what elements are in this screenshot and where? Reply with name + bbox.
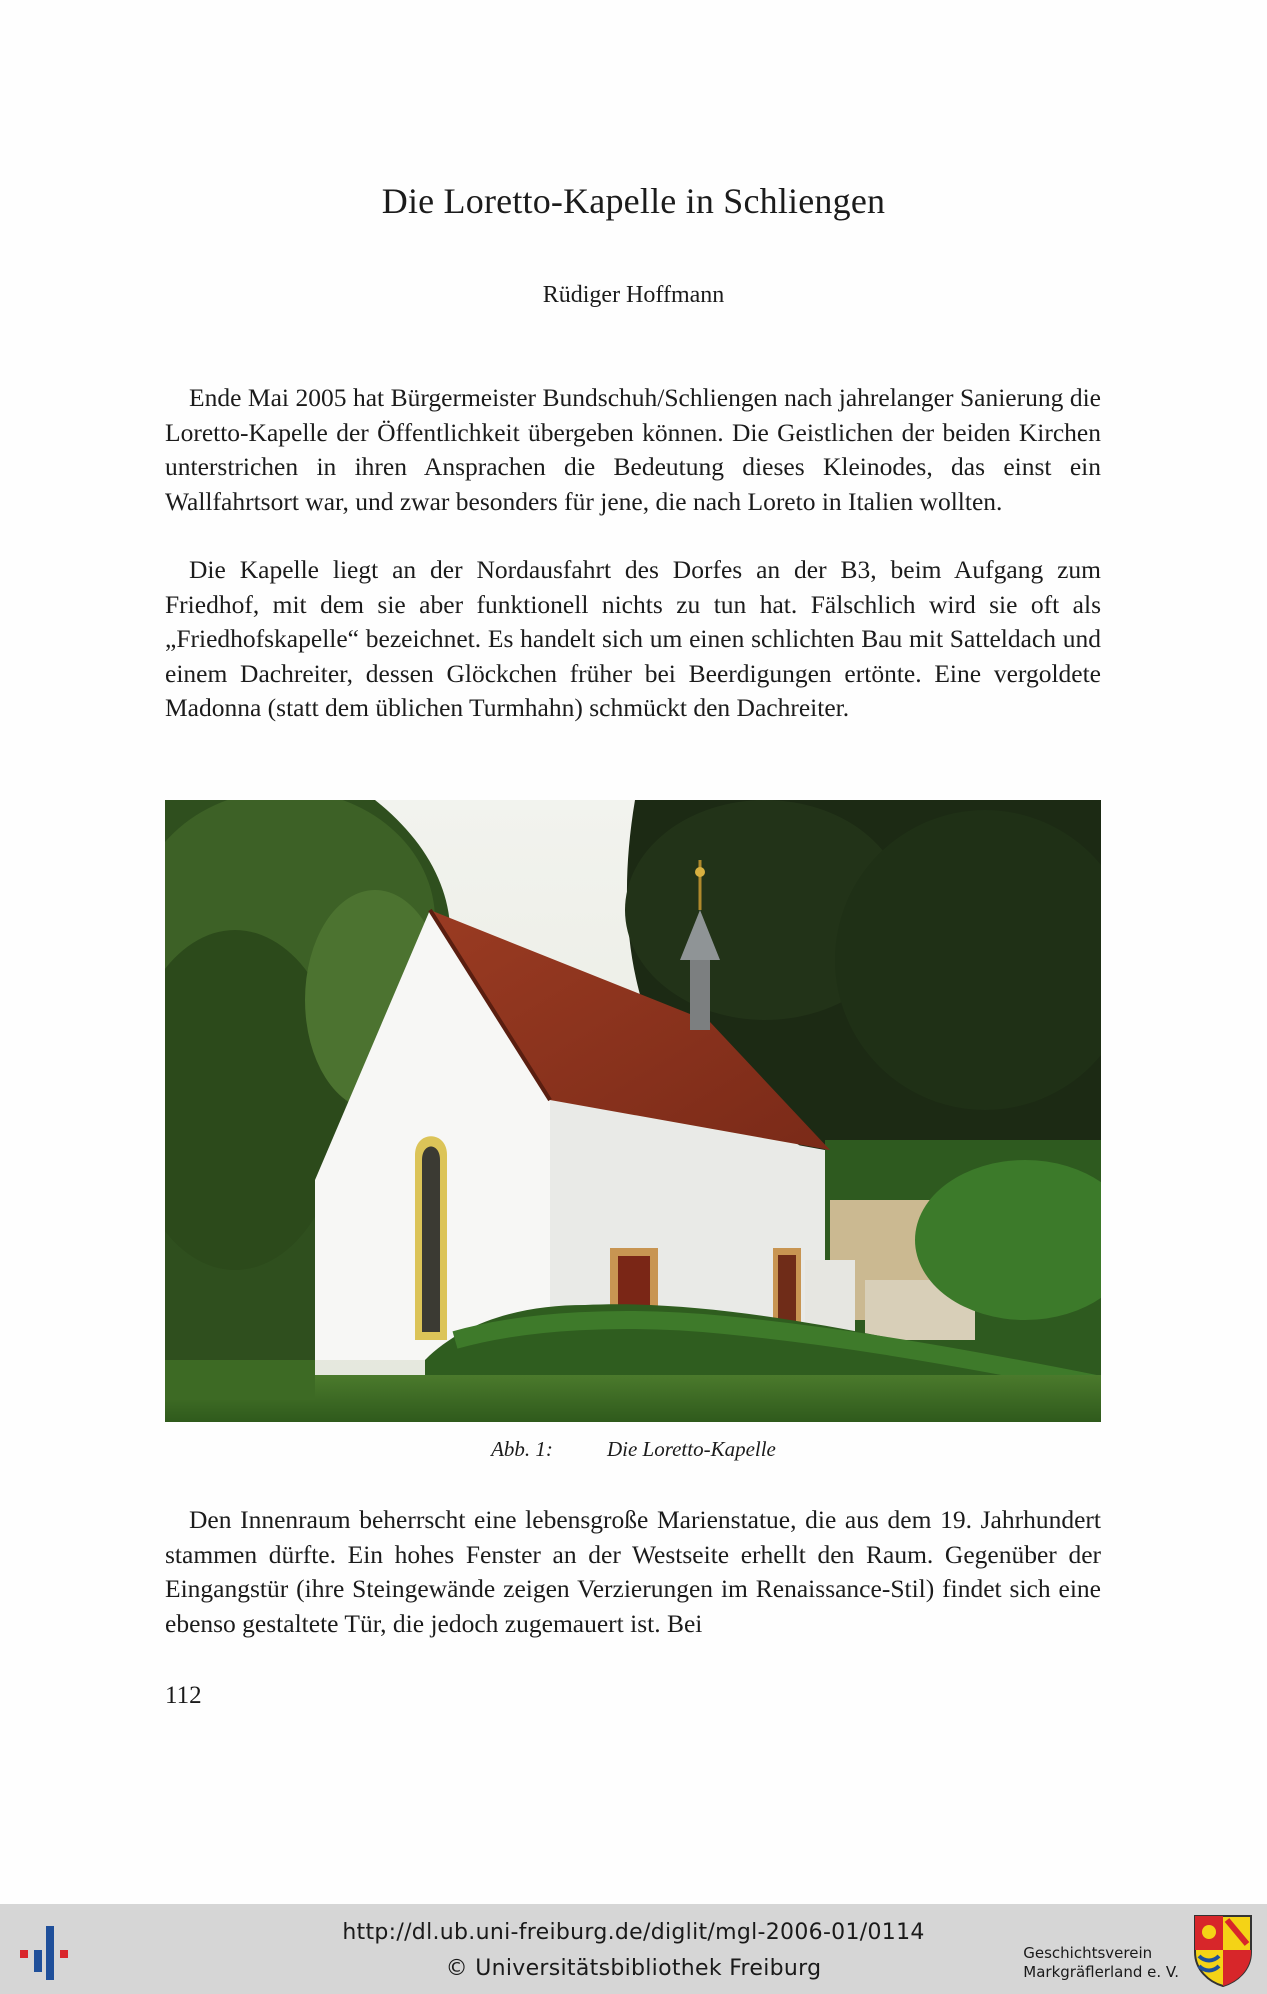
paragraph-2: Die Kapelle liegt an der Nordausfahrt des Dorfes an der B3, beim Aufgang zum Friedhof, mit dem sie aber funktionell nichts zu tun hat. Fälschlich wird sie oft als „Friedhofskapelle“ bezeichnet. Es handelt sich um einen schlichten Bau mit Satteldach und einem Dachreiter, dessen Glöckchen früher bei Beerdigungen ertönte. Eine vergoldete Madonna (statt dem üblichen Turmhahn) schmückt den Dachreiter. [165,555,1101,722]
footer-url-link[interactable]: http://dl.ub.uni-freiburg.de/diglit/mgl-2006-01/0114 [342,1920,925,1945]
figure-label: Abb. 1: [491,1437,553,1461]
article-author: Rüdiger Hoffmann [542,282,725,308]
society-line-2: Markgräflerland e. V. [1023,1963,1179,1981]
coat-of-arms-icon [1191,1912,1255,1988]
figure-caption [0,1437,1267,1462]
society-line-1: Geschichtsverein [1023,1944,1153,1962]
article-title: Die Loretto-Kapelle in Schliengen [381,181,886,221]
paragraph-3: Den Innenraum beherrscht eine lebensgroße Marienstatue, die aus dem 19. Jahrhundert stammen dürfte. Ein hohes Fenster an der Westseite erhellt den Raum. Gegenüber der Eingangstür (ihre Steingewände zeigen Verzierungen im Renaissance-Stil) findet sich eine ebenso gestaltete Tür, die jedoch zugemauert ist. Bei [165,1505,1101,1638]
footer-copyright: © Universitätsbibliothek Freiburg [445,1956,822,1981]
paragraph-1: Ende Mai 2005 hat Bürgermeister Bundschuh/Schliengen nach jahrelanger Sanierung die Loretto-Kapelle der Öffentlichkeit übergeben können. Die Geistlichen der beiden Kirchen unterstrichen in ihren Ansprachen die Bedeutung dieses Kleinodes, das einst ein Wallfahrtsort war, und zwar besonders für jene, die nach Loreto in Italien wollten. [165,383,1101,516]
society-name [1023,1944,1179,1982]
chapel-photo [165,800,1101,1422]
page-number: 112 [165,1682,202,1709]
footer-bar [0,1904,1267,1994]
figure-caption-text: Die Loretto-Kapelle [606,1437,776,1461]
